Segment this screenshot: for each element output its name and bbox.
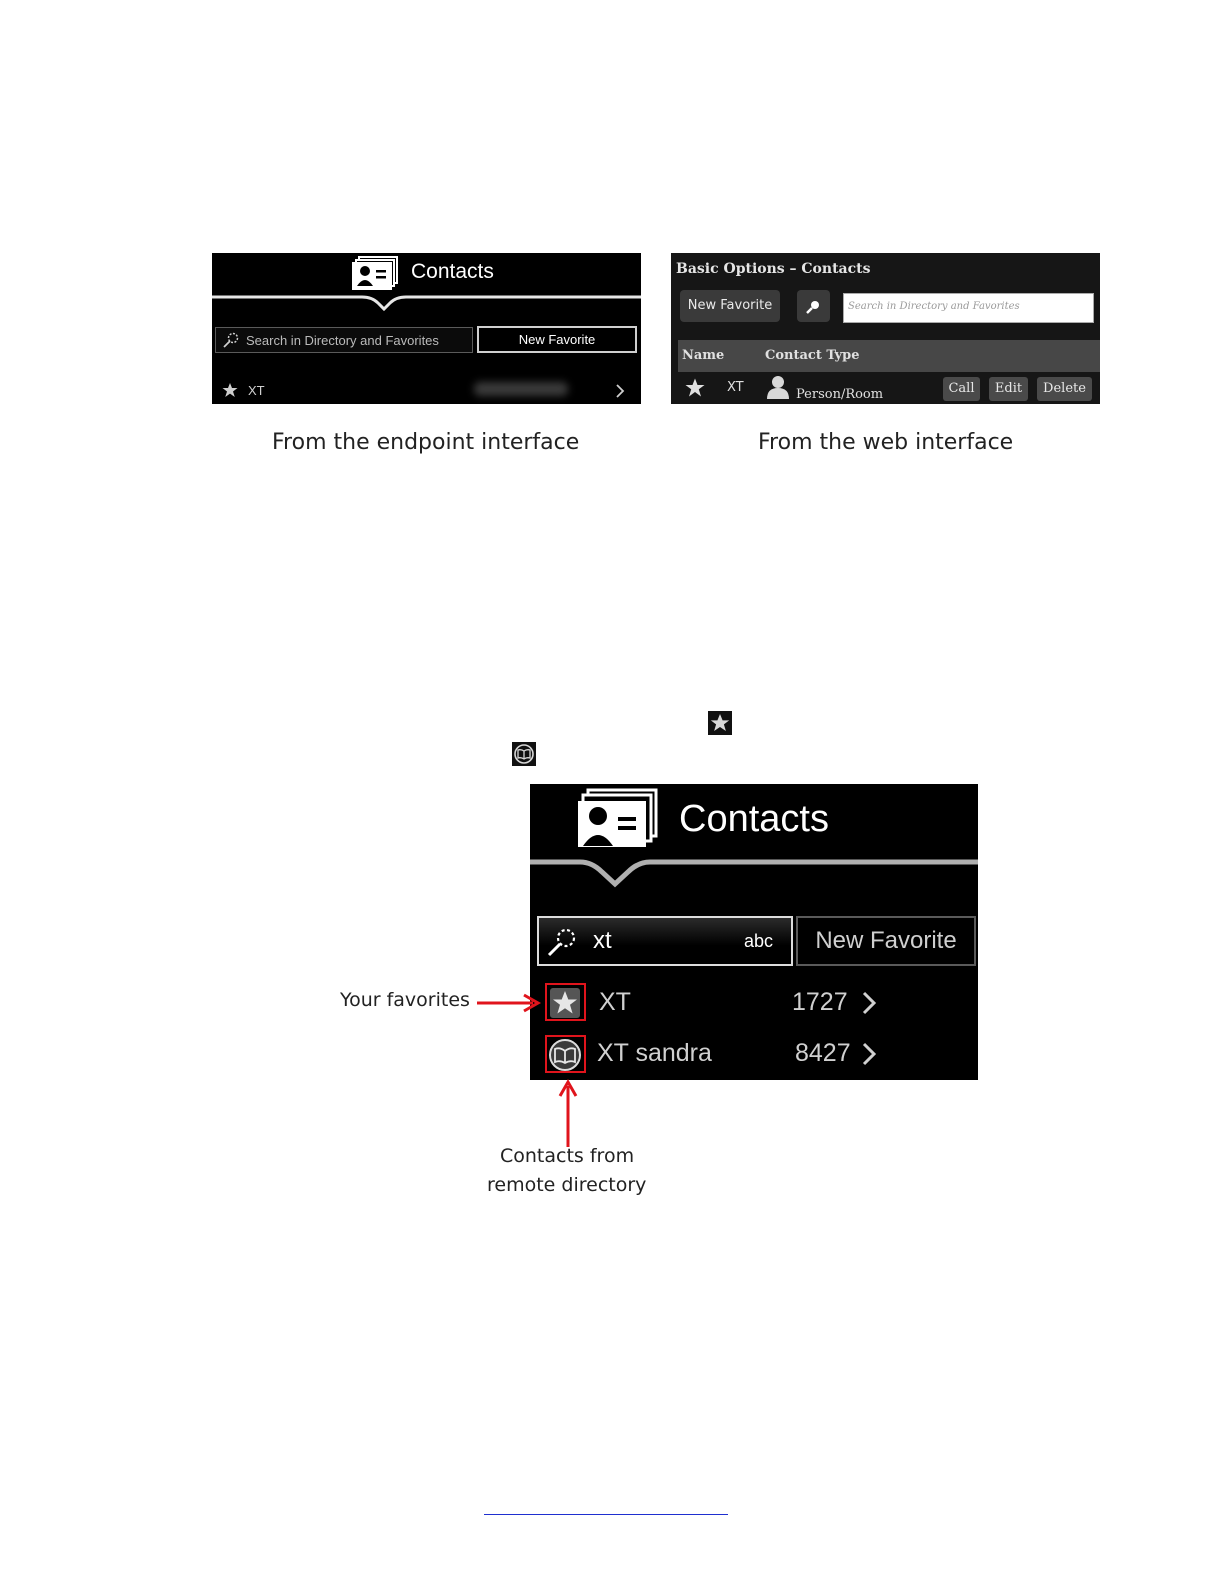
web-contact-type: Person/Room [796, 387, 884, 402]
delete-button[interactable]: Delete [1037, 377, 1092, 401]
chevron-right-icon[interactable] [861, 1042, 877, 1066]
contact-number: 8427 [795, 1039, 851, 1067]
star-icon [685, 378, 705, 397]
endpoint-new-favorite-button[interactable]: New Favorite [477, 326, 637, 353]
call-button[interactable]: Call [943, 377, 980, 401]
endpoint-title: Contacts [411, 260, 494, 283]
annotation-your-favorites: Your favorites [340, 989, 470, 1011]
contacts-card-icon [353, 257, 397, 289]
header-divider [212, 297, 641, 309]
contacts-search-screenshot [530, 784, 978, 1080]
contact-number: 1727 [792, 988, 848, 1016]
search-wand-icon [547, 927, 577, 957]
contact-name[interactable]: XT sandra [597, 1039, 712, 1067]
contacts-card-icon [578, 790, 656, 847]
endpoint-search-input[interactable] [215, 327, 473, 353]
contacts-title: Contacts [679, 798, 829, 840]
web-contacts-screenshot [671, 253, 1100, 404]
column-header-contact-type: Contact Type [765, 348, 860, 363]
column-header-name: Name [682, 348, 725, 363]
footer-link-underline[interactable] [484, 1514, 728, 1515]
star-icon [222, 382, 238, 398]
new-favorite-button[interactable]: New Favorite [796, 916, 976, 966]
blurred-number [474, 382, 568, 396]
web-search-button[interactable] [797, 290, 830, 322]
endpoint-contact-name[interactable]: XT [248, 383, 265, 398]
caption-endpoint: From the endpoint interface [272, 430, 580, 455]
chevron-right-icon[interactable] [615, 384, 625, 398]
annotation-remote-line1: Contacts from [500, 1145, 635, 1167]
web-page-title: Basic Options – Contacts [676, 261, 871, 277]
endpoint-search-placeholder: Search in Directory and Favorites [246, 333, 439, 348]
web-new-favorite-button[interactable]: New Favorite [680, 290, 780, 322]
web-contact-name[interactable]: XT [727, 380, 744, 395]
person-icon [767, 375, 789, 399]
directory-book-inline-icon [512, 742, 536, 766]
caption-web: From the web interface [758, 430, 1014, 455]
favorites-highlight-box [545, 983, 586, 1021]
web-table-header [678, 340, 1100, 372]
contact-name[interactable]: XT [599, 988, 631, 1016]
header-divider [530, 862, 978, 884]
directory-arrow [560, 1082, 576, 1147]
search-wand-icon [223, 332, 239, 348]
annotation-remote-line2: remote directory [487, 1174, 647, 1196]
web-search-placeholder: Search in Directory and Favorites [848, 301, 1020, 312]
keyboard-mode-label[interactable]: abc [744, 931, 774, 951]
search-value: xt [593, 927, 612, 954]
chevron-right-icon[interactable] [861, 991, 877, 1015]
endpoint-contacts-screenshot [212, 253, 641, 404]
favorites-arrow [477, 995, 538, 1011]
web-search-input[interactable] [843, 293, 1094, 323]
favorite-star-inline-icon [708, 711, 732, 735]
edit-button[interactable]: Edit [989, 377, 1028, 401]
magnifier-icon [806, 299, 821, 314]
contacts-search-input[interactable] [537, 916, 793, 966]
directory-highlight-box [545, 1035, 586, 1073]
